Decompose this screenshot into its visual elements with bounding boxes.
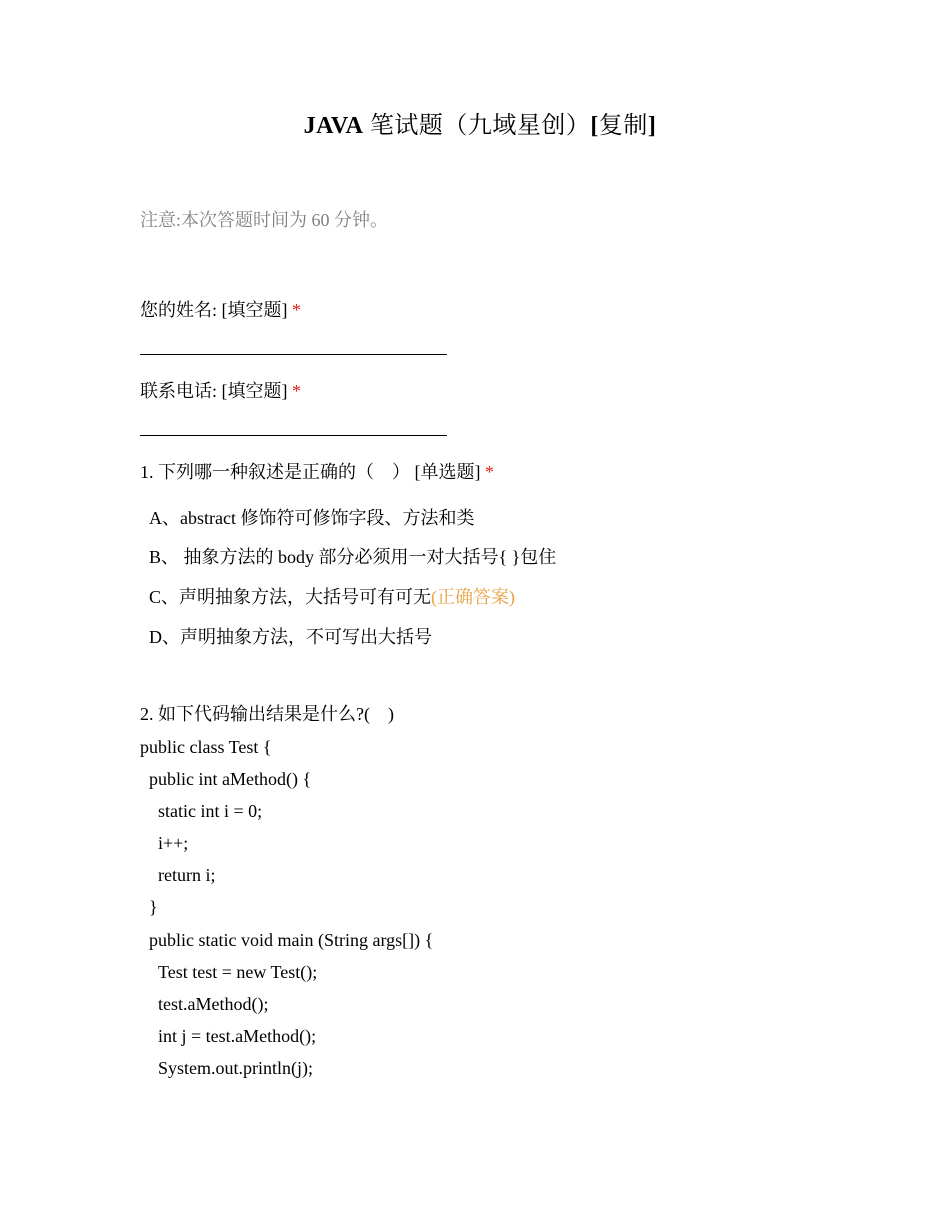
time-notice: 注意:本次答题时间为 60 分钟。 bbox=[140, 210, 388, 230]
required-mark: * bbox=[485, 462, 494, 482]
code-line: test.aMethod(); bbox=[158, 994, 269, 1014]
required-mark: * bbox=[292, 300, 302, 320]
required-mark: * bbox=[292, 381, 302, 401]
phone-field-label bbox=[140, 378, 301, 404]
code-line: i++; bbox=[158, 833, 189, 853]
code-line: System.out.println(j); bbox=[158, 1058, 313, 1078]
question-1-title bbox=[140, 459, 494, 485]
title-bracket-open: [ bbox=[590, 113, 599, 139]
question-1-option-c[interactable] bbox=[149, 584, 515, 610]
code-line: int j = test.aMethod(); bbox=[158, 1026, 317, 1046]
title-java: JAVA bbox=[303, 113, 364, 139]
title-main: 笔试题（九域星创） bbox=[369, 113, 591, 139]
title-copy: 复制 bbox=[598, 113, 648, 139]
option-c-text: C、声明抽象方法，大括号可有可无 bbox=[149, 587, 432, 607]
code-line: public class Test { bbox=[140, 737, 272, 757]
question-2-title: 2. 如下代码输出结果是什么?( ) bbox=[140, 704, 394, 724]
phone-field-type: [填空题] bbox=[221, 381, 288, 401]
phone-input-line[interactable] bbox=[140, 435, 447, 436]
code-line: Test test = new Test(); bbox=[158, 962, 318, 982]
name-field-label bbox=[140, 297, 301, 323]
question-1-type: [单选题] bbox=[414, 462, 481, 482]
code-line: public int aMethod() { bbox=[149, 769, 312, 789]
name-label-text: 您的姓名: bbox=[140, 300, 222, 320]
question-1-option-a[interactable]: A、abstract 修饰符可修饰字段、方法和类 bbox=[149, 508, 475, 528]
name-field-type: [填空题] bbox=[221, 300, 288, 320]
code-line: return i; bbox=[158, 865, 216, 885]
code-line: static int i = 0; bbox=[158, 801, 263, 821]
title-bracket-close: ] bbox=[647, 113, 657, 139]
correct-answer-label: (正确答案) bbox=[431, 587, 516, 607]
phone-label-text: 联系电话: bbox=[140, 381, 222, 401]
question-1-option-d[interactable]: D、声明抽象方法，不可写出大括号 bbox=[149, 627, 432, 647]
question-1-option-b[interactable]: B、 抽象方法的 body 部分必须用一对大括号{ }包住 bbox=[149, 547, 557, 567]
question-1-text: 1. 下列哪一种叙述是正确的（ ） bbox=[140, 462, 410, 482]
code-line: } bbox=[149, 897, 158, 917]
page-title bbox=[0, 110, 950, 142]
name-input-line[interactable] bbox=[140, 354, 447, 355]
code-line: public static void main (String args[]) { bbox=[149, 930, 434, 950]
